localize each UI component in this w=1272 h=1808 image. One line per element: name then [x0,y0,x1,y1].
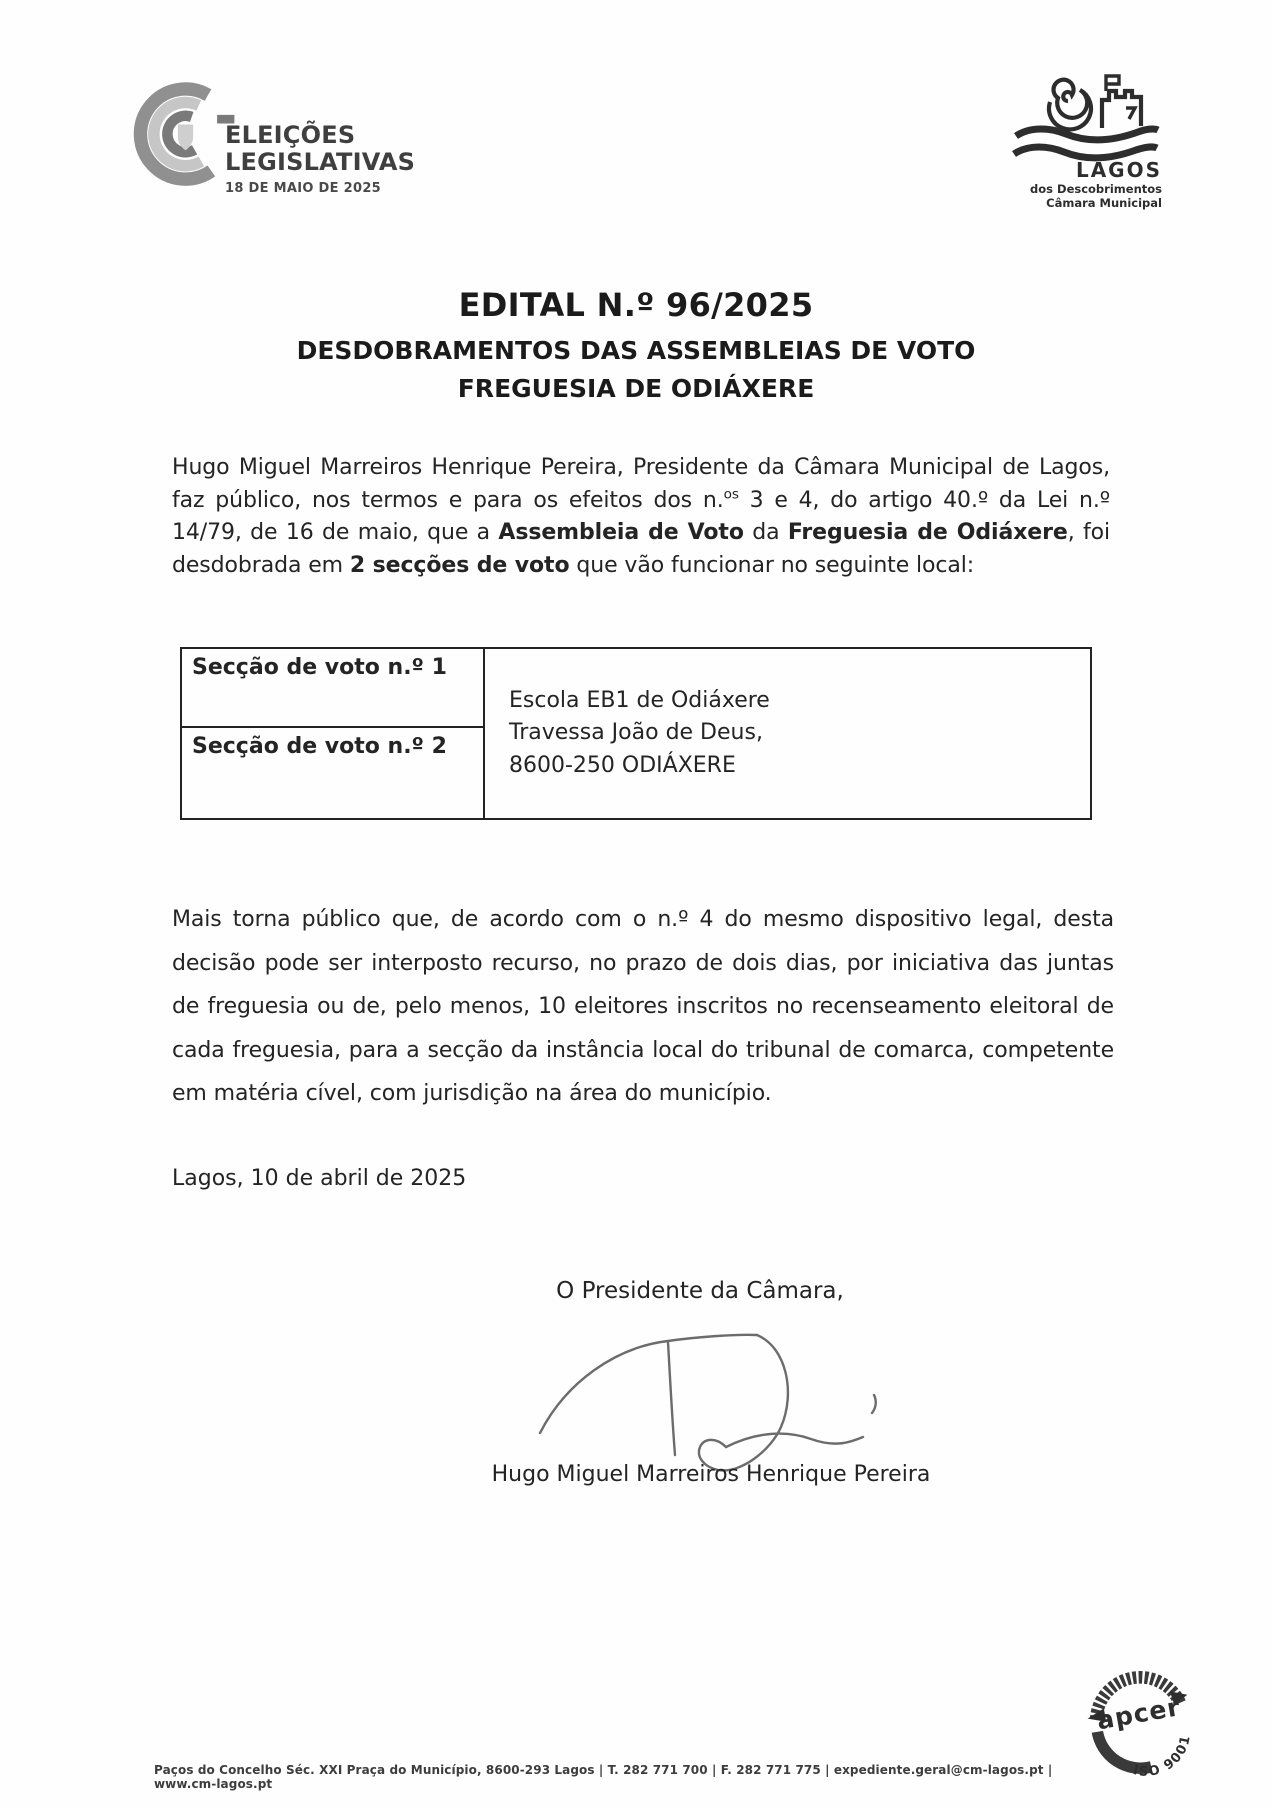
polling-location-cell [485,649,1090,818]
edital-parish-title: FREGUESIA DE ODIÁXERE [457,374,815,403]
intro-bold-freguesia: Freguesia de Odiáxere [787,520,1068,545]
elections-title-line2: LEGISLATIVAS [225,148,416,176]
apcer-iso-9001-badge-icon [1070,1634,1209,1802]
dateline: Lagos, 10 de abril de 2025 [172,1166,467,1191]
lagos-municipal-logo [1006,70,1166,210]
voting-sections-table [180,647,1092,820]
intro-bold-seccoes: 2 secções de voto [349,552,570,578]
lagos-sun-castle-waves-icon [1006,70,1166,170]
signature-role: O Presidente da Câmara, [556,1278,844,1304]
elections-date: 18 DE MAIO DE 2025 [225,181,382,196]
elections-logo [128,76,458,206]
section-2-label: Secção de voto n.º 2 [192,734,447,759]
intro-bold-assembleia: Assembleia de Voto [498,520,744,545]
intro-paragraph [172,452,1110,582]
lagos-org: Câmara Municipal [1046,196,1162,210]
title-block [0,286,1272,403]
intro-text-2: 3 e 4, do artigo 40.º da Lei n.º 14/79, de 16 de maio, que a [172,487,1110,545]
intro-text-3: da [743,520,788,545]
iso-9001-text: ISO 9001 [1131,1733,1194,1780]
intro-text-4: , foi desdobrada em [172,520,1110,578]
section-1-label: Secção de voto n.º 1 [182,649,483,728]
elections-logo-text [225,122,415,196]
location-name: Escola EB1 de Odiáxere [509,687,770,713]
apcer-brand-text: apcer [1094,1692,1183,1736]
section-labels-column [182,649,485,818]
footer-contact-line: Paços do Concelho Séc. XXI Praça do Município, 8600-293 Lagos | T. 282 771 700 | F. 282 771 775 | expediente.geral@cm-lagos.pt | www.cm-lagos.pt [154,1763,1053,1791]
elections-title-line1: ELEIÇÕES [225,121,356,149]
intro-text-5: que vão funcionar no seguinte local: [569,552,975,578]
intro-superscript: os [723,486,739,503]
location-postcode: 8600-250 ODIÁXERE [509,752,736,778]
handwritten-signature-icon [466,1322,891,1472]
appeal-paragraph: Mais torna público que, de acordo com o n.º 4 do mesmo dispositivo legal, desta decisão pode ser interposto recurso, no prazo de dois dias, por iniciativa das juntas de freguesia ou de, pelo menos, 10 eleitores inscritos no recenseamento eleitoral de cada freguesia, para a secção da instância local do tribunal de comarca, competente em matéria cível, com jurisdição na área do município. [172,907,1114,1106]
lagos-motto: dos Descobrimentos [1030,182,1162,196]
location-street: Travessa João de Deus, [509,720,763,746]
svg-text:ISO 9001 [1125,1731,1200,1783]
signature-name: Hugo Miguel Marreiros Henrique Pereira [491,1462,931,1487]
intro-text-1: Hugo Miguel Marreiros Henrique Pereira, Presidente da Câmara Municipal de Lagos, faz público, nos termos e para os efeitos dos n. [172,455,1110,513]
lagos-city-name: LAGOS [1075,158,1162,182]
edital-subtitle: DESDOBRAMENTOS DAS ASSEMBLEIAS DE VOTO [296,336,976,365]
edital-number-title: EDITAL N.º 96/2025 [458,286,814,324]
